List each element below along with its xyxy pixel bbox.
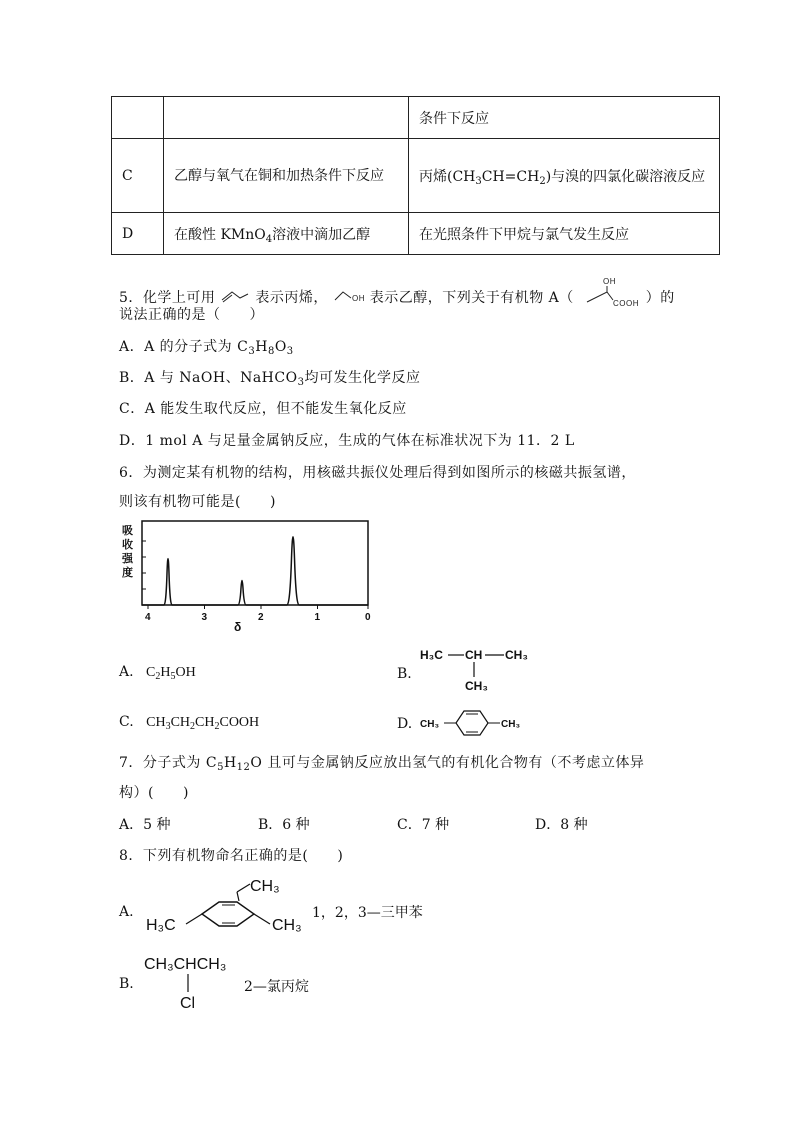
formula [146, 715, 259, 730]
q5-stem-line2: 说法正确的是（ ） [119, 307, 264, 323]
q6-option-c [119, 714, 259, 731]
nmr-trace [142, 537, 368, 605]
subscript: 12 [236, 762, 251, 773]
subscript: 3 [297, 377, 305, 388]
subscript: 3 [248, 346, 256, 357]
formula [146, 665, 196, 680]
comparison-table [111, 96, 720, 255]
text: 表示丙烯， [255, 290, 328, 306]
q8-option-b-label: B. [119, 976, 134, 992]
q6-stem-line2: 则该有机物可能是( ) [119, 494, 276, 510]
table-cell [409, 139, 720, 213]
table-cell [164, 97, 409, 139]
text: CH [146, 715, 166, 730]
ch3-label: CH₃ [505, 648, 528, 662]
text: 丙烯(CH [419, 168, 476, 185]
table-cell: 乙醇与氧气在铜和加热条件下反应 [164, 139, 409, 213]
subscript: 4 [265, 233, 273, 245]
q7-option-a: A．5 种 [119, 817, 171, 833]
text: C [146, 665, 156, 680]
ch3-right-label: CH₃ [501, 719, 521, 730]
q8-option-b-name: 2—氯丙烷 [244, 979, 309, 995]
oh-top-label: OH [602, 277, 616, 286]
cl-label: Cl [180, 995, 196, 1012]
table-row [112, 213, 720, 255]
h3c-label: H₃C [146, 917, 176, 934]
table-cell [112, 97, 164, 139]
table-row [112, 97, 720, 139]
x-tick-label: 4 [145, 612, 151, 623]
chloropropane-structure [142, 950, 252, 1014]
nmr-spectrum [118, 520, 376, 638]
q8-option-a-label: A. [119, 904, 134, 920]
table-row [112, 139, 720, 213]
table-cell [164, 213, 409, 255]
option-label: A. [119, 664, 134, 680]
text: CH=CH [481, 168, 540, 185]
x-tick-label: 3 [201, 612, 208, 623]
table-cell: C [112, 139, 164, 213]
subscript: 2 [539, 175, 546, 187]
x-tick-label: 1 [314, 612, 321, 623]
text: 5．化学上可用 [119, 290, 216, 306]
text: 7．分子式为 C [119, 755, 218, 771]
subscript: 2 [190, 721, 196, 732]
table-cell: 条件下反应 [409, 97, 720, 139]
text: ）的 [645, 290, 675, 306]
subscript: 5 [217, 762, 224, 773]
isobutane-structure [418, 645, 533, 693]
subscript: 2 [155, 671, 161, 682]
subscript: 3 [286, 346, 294, 357]
text: COOH [219, 715, 260, 730]
text: H [160, 665, 171, 680]
table-cell: 在光照条件下甲烷与氯气发生反应 [409, 213, 720, 255]
subscript: 5 [170, 671, 176, 682]
nmr-ylabel [121, 523, 134, 579]
text: 在酸性 KMnO [174, 226, 266, 243]
q6-option-b-label: B. [397, 666, 412, 682]
propene-skeleton-icon [220, 288, 250, 304]
subscript: 2 [214, 721, 220, 732]
compound-a-structure [579, 276, 641, 308]
p-xylene-structure [420, 706, 530, 740]
text: )与溴的四氯化碳溶液反应 [545, 168, 706, 185]
subscript: 3 [475, 175, 482, 187]
nmr-frame [142, 521, 368, 605]
q7-option-b: B．6 种 [258, 817, 310, 833]
subscript: 8 [267, 346, 275, 357]
h3c-label: H₃C [420, 648, 443, 662]
ylabel-char: 收 [122, 539, 133, 551]
q8-option-a-name: 1，2，3—三甲苯 [312, 905, 423, 921]
text: 表示乙醇，下列关于有机物 A（ [369, 290, 574, 306]
ch-label: CH [465, 648, 483, 662]
formula-label: CH₃CHCH₃ [144, 956, 227, 973]
cooh-label: COOH [612, 299, 639, 308]
ch3-right-label: CH₃ [272, 917, 302, 934]
table-cell: D [112, 213, 164, 255]
ylabel-char: 强 [122, 553, 133, 565]
q6-stem: 6．为测定某有机物的结构，用核磁共振仪处理后得到如图所示的核磁共振氢谱， [119, 465, 636, 481]
text: O 且可与金属钠反应放出氢气的有机化合物有（不考虑立体异 [250, 755, 645, 771]
subscript: 3 [165, 721, 171, 732]
text: 溶液中滴加乙醇 [272, 226, 371, 243]
q5-option-a [119, 336, 294, 356]
ylabel-char: 吸 [122, 525, 133, 537]
ethanol-skeleton-icon [333, 288, 365, 304]
q5-option-c: C．A 能发生取代反应，但不能发生氧化反应 [119, 401, 407, 417]
text: A．A 的分子式为 C [119, 339, 249, 355]
x-tick-label: 0 [365, 612, 371, 623]
oh-label: OH [351, 294, 365, 303]
ch3-bottom-label: CH₃ [465, 679, 488, 693]
ch3-left-label: CH₃ [420, 719, 440, 730]
ch3-top-label: CH₃ [250, 878, 280, 895]
text: CH [170, 715, 191, 730]
option-label: C. [119, 714, 134, 730]
q7-option-c: C．7 种 [397, 817, 450, 833]
q5-option-b [119, 367, 420, 387]
text: B．A 与 NaOH、NaHCO [119, 370, 298, 386]
text: CH [195, 715, 215, 730]
x-tick-label: 2 [258, 612, 264, 623]
q5-option-d: D．1 mol A 与足量金属钠反应，生成的气体在标准状况下为 11．2 L [119, 433, 575, 449]
q7-option-d: D．8 种 [535, 817, 588, 833]
q7-stem-line2: 构）( ) [119, 785, 189, 801]
q6-option-a [119, 664, 196, 681]
text: H [223, 755, 237, 771]
text: O [274, 339, 287, 355]
nmr-xticks [145, 605, 371, 623]
q6-option-d-label: D. [397, 716, 413, 732]
q8-stem: 8．下列有机物命名正确的是( ) [119, 848, 344, 864]
text: 均可发生化学反应 [304, 370, 421, 386]
nmr-xlabel: δ [234, 620, 242, 634]
q7-stem [119, 752, 644, 772]
text: H [255, 339, 268, 355]
ylabel-char: 度 [122, 567, 133, 579]
text: OH [175, 665, 196, 680]
